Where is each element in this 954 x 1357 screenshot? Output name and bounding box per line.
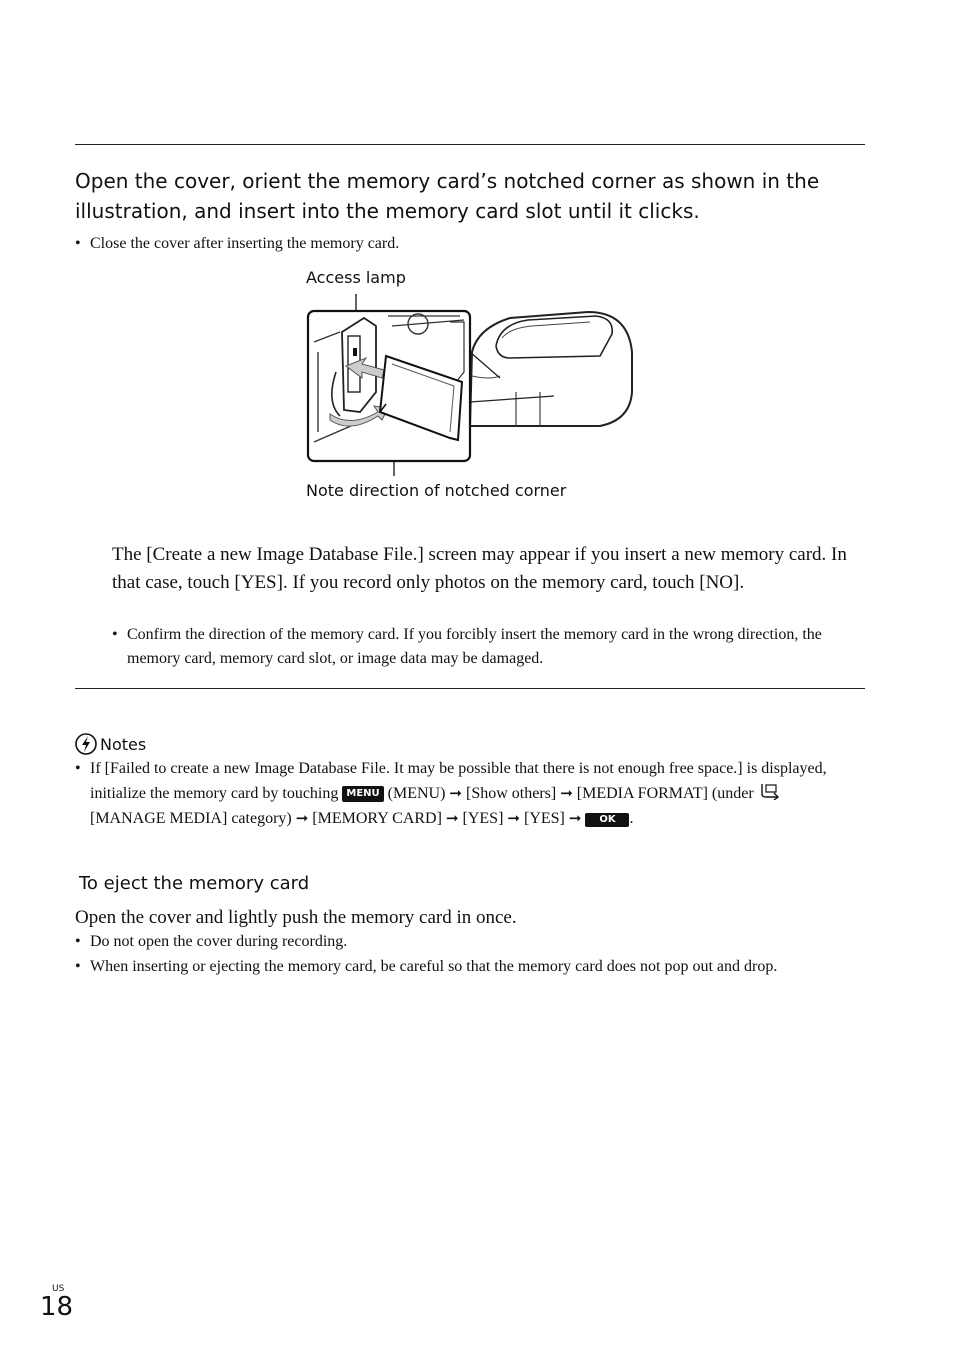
eject-paragraph: Open the cover and lightly push the memory card in once.: [75, 907, 517, 928]
eject-bullet-1: [75, 930, 865, 954]
top-rule: [75, 144, 865, 145]
notched-corner-label: Note direction of notched corner: [306, 481, 567, 500]
info-bullet: [112, 623, 857, 671]
eject-bullet-2: [75, 955, 855, 979]
step-heading: Open the cover, orient the memory card’s notched corner as shown in the illustration, and insert into the memory card slot until it clicks.: [75, 169, 820, 223]
notes-text-4: [MEDIA FORMAT] (under: [576, 785, 754, 802]
notes-text-1: If [Failed to create a new Image Database File. It may be possible that there is not enough free space.] is displayed, initialize the memory card by touching: [90, 760, 827, 802]
step-bullet-text: Close the cover after inserting the memory card.: [90, 235, 400, 252]
section-rule: [75, 688, 865, 689]
info-bullet-text: Confirm the direction of the memory card. If you forcibly insert the memory card in the wrong direction, the memory card, memory card slot, or image data may be damaged.: [127, 626, 822, 667]
bullet-dot: •: [75, 760, 81, 777]
arrow-right-icon: ➞: [449, 784, 462, 802]
bullet-dot: •: [75, 235, 81, 252]
arrow-right-icon: ➞: [560, 784, 573, 802]
eject-heading: To eject the memory card: [79, 873, 310, 894]
notes-text-9: .: [629, 810, 634, 827]
access-lamp-label: Access lamp: [306, 268, 406, 287]
step-bullet: [75, 232, 865, 256]
notes-text-5: [MANAGE MEDIA] category): [90, 810, 292, 827]
notes-bullet-text: [75, 757, 845, 831]
eject-bullet-text: Do not open the cover during recording.: [90, 933, 348, 950]
notes-text-2: (MENU): [387, 785, 446, 802]
memory-card-illustration: [300, 292, 640, 478]
ok-button-icon: OK: [585, 813, 629, 827]
access-lamp: [353, 348, 357, 356]
page-number: 18: [40, 1292, 74, 1322]
notes-text-7: [YES]: [462, 810, 504, 827]
manage-media-icon: [758, 782, 782, 800]
arrow-right-icon: ➞: [568, 809, 582, 827]
bullet-dot: •: [75, 933, 81, 950]
menu-button-icon: MENU: [342, 786, 383, 802]
notes-text-3: [Show others]: [466, 785, 557, 802]
info-paragraph: The [Create a new Image Database File.] screen may appear if you insert a new memory card. In that case, touch [YES]. If you record only photos on the memory card, touch [NO].: [112, 544, 847, 593]
bullet-dot: •: [75, 958, 81, 975]
camcorder-body: [470, 312, 632, 426]
arrow-right-icon: ➞: [507, 809, 520, 827]
page-region-label: US: [52, 1284, 65, 1294]
eject-bullet-text: When inserting or ejecting the memory card, be careful so that the memory card does not pop out and drop.: [90, 958, 778, 975]
notes-bullet: [75, 757, 845, 831]
notes-warning-icon: [75, 733, 97, 755]
notes-title: Notes: [100, 735, 147, 754]
notes-text-6: [MEMORY CARD]: [312, 810, 442, 827]
arrow-right-icon: ➞: [295, 809, 309, 827]
bullet-dot: •: [112, 626, 118, 643]
notes-text-8: [YES]: [523, 810, 565, 827]
arrow-right-icon: ➞: [445, 809, 459, 827]
